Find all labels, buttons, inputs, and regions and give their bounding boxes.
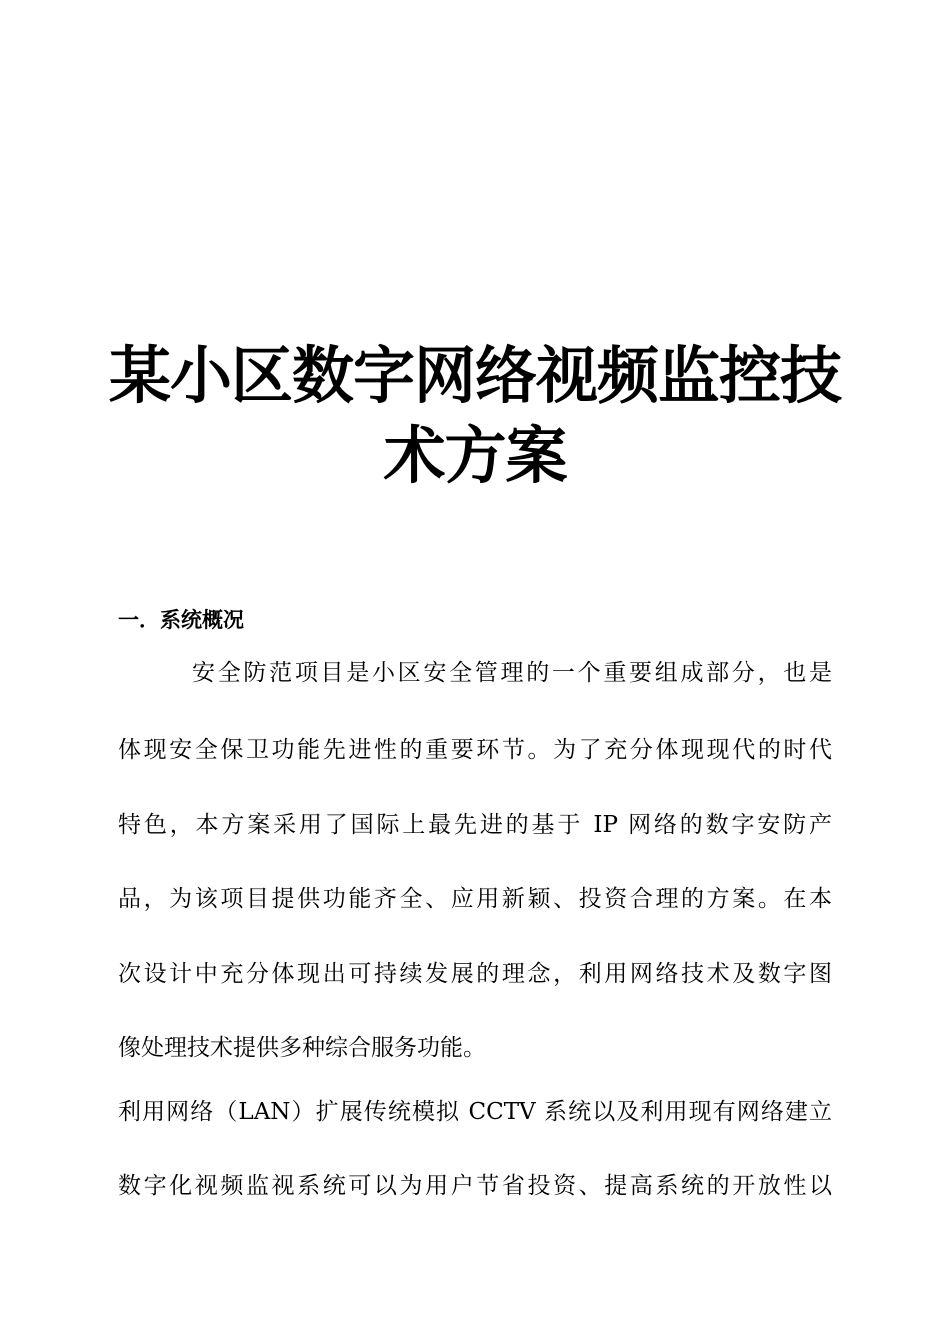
section-heading: 一．系统概况 (118, 608, 244, 632)
paragraph-1-line: 体现安全保卫功能先进性的重要环节。为了充分体现现代的时代 (118, 737, 832, 763)
paragraph-1-line: 次设计中充分体现出可持续发展的理念，利用网络技术及数字图 (118, 961, 832, 987)
paragraph-1-line: 像处理技术提供多种综合服务功能。 (118, 1035, 486, 1061)
paragraph-2-line: 数字化视频监视系统可以为用户节省投资、提高系统的开放性以 (118, 1173, 832, 1199)
document-title-line-2: 术方案 (383, 419, 567, 492)
document-title-line-1: 某小区数字网络视频监控技 (108, 339, 841, 412)
paragraph-1-line: 安全防范项目是小区安全管理的一个重要组成部分，也是 (192, 660, 832, 686)
paragraph-2-line: 利用网络（LAN）扩展传统模拟 CCTV 系统以及利用现有网络建立 (118, 1099, 832, 1125)
paragraph-1-line: 特色，本方案采用了国际上最先进的基于 IP 网络的数字安防产 (118, 812, 832, 838)
paragraph-1-line: 品，为该项目提供功能齐全、应用新颖、投资合理的方案。在本 (118, 886, 832, 912)
